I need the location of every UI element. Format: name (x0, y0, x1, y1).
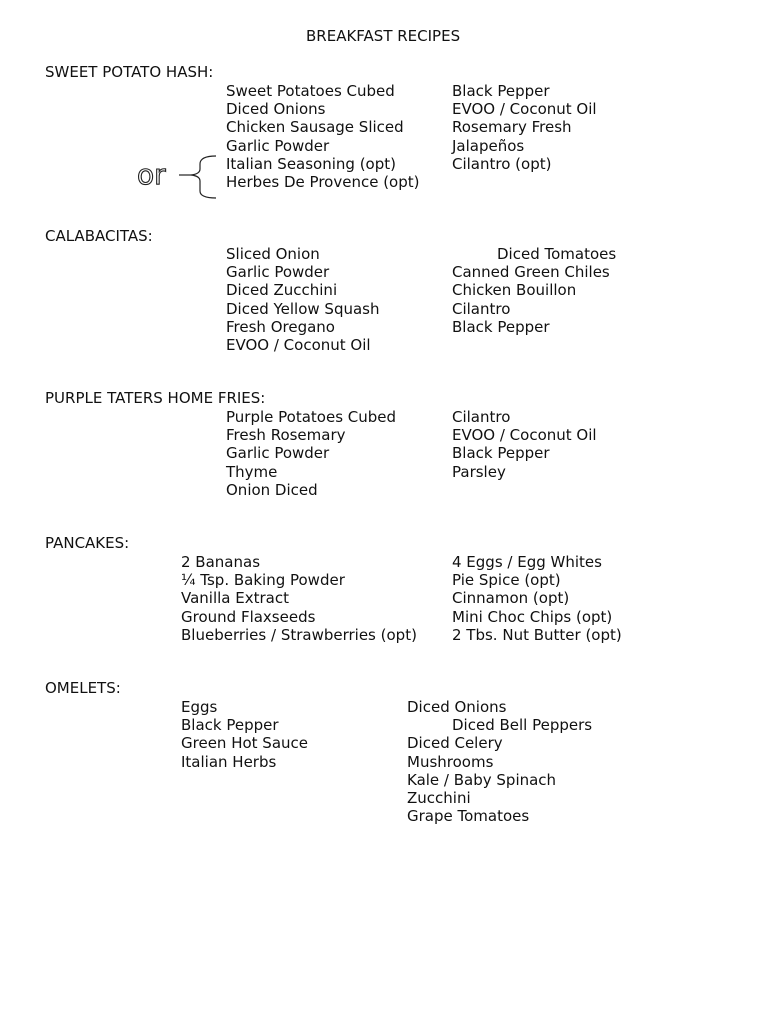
ingredient: Green Hot Sauce (181, 734, 308, 753)
ingredient: Cilantro (452, 299, 511, 318)
ingredient: Herbes De Provence (opt) (226, 172, 420, 191)
ingredient: Grape Tomatoes (407, 807, 530, 826)
ingredient: Mini Choc Chips (opt) (452, 607, 613, 626)
pancakes-col1 (181, 553, 417, 644)
ingredient: Chicken Bouillon (452, 281, 577, 300)
or-note: or (137, 158, 166, 191)
ingredient: Mushrooms (407, 752, 494, 771)
ingredient: Diced Yellow Squash (226, 299, 380, 318)
ingredient: Black Pepper (452, 317, 550, 336)
ingredient: Cilantro (452, 408, 511, 426)
ingredient: Ground Flaxseeds (181, 607, 316, 626)
ingredient: Garlic Powder (226, 444, 330, 463)
ingredient: Eggs (181, 698, 218, 716)
ingredient: Black Pepper (452, 444, 550, 463)
ingredient: Garlic Powder (226, 136, 330, 155)
purple-taters-col1 (226, 408, 396, 499)
section-heading-sweet-potato-hash: SWEET POTATO HASH: (45, 63, 214, 81)
ingredient: Rosemary Fresh (452, 118, 572, 137)
section-heading-calabacitas: CALABACITAS: (45, 227, 153, 245)
pancakes-col2 (452, 553, 622, 644)
ingredient: Black Pepper (181, 716, 279, 735)
omelets-col1 (181, 698, 308, 771)
section-heading-purple-taters: PURPLE TATERS HOME FRIES: (45, 389, 266, 407)
ingredient: EVOO / Coconut Oil (452, 100, 597, 119)
or-brace-annotation (136, 153, 220, 201)
ingredient: 2 Bananas (181, 553, 261, 571)
ingredient: Cinnamon (opt) (452, 589, 570, 608)
ingredient: Diced Celery (407, 734, 503, 753)
ingredient: Diced Tomatoes (497, 245, 617, 263)
sweet-potato-hash-col1 (226, 82, 420, 191)
ingredient: Fresh Oregano (226, 317, 335, 336)
ingredient: ¼ Tsp. Baking Powder (181, 571, 345, 590)
ingredient: Sliced Onion (226, 245, 320, 263)
ingredient: Black Pepper (452, 82, 550, 100)
ingredient: Garlic Powder (226, 263, 330, 282)
ingredient: Blueberries / Strawberries (opt) (181, 625, 417, 644)
ingredient: EVOO / Coconut Oil (452, 426, 597, 445)
ingredient: Thyme (226, 462, 278, 481)
ingredient: 4 Eggs / Egg Whites (452, 553, 602, 571)
ingredient: Italian Herbs (181, 752, 277, 771)
calabacitas-col1 (226, 245, 380, 354)
ingredient: Jalapeños (452, 136, 525, 155)
ingredient: Zucchini (407, 788, 471, 807)
calabacitas-col2 (452, 245, 616, 336)
purple-taters-col2 (452, 408, 597, 481)
ingredient: Diced Onions (407, 698, 507, 716)
ingredient: Onion Diced (226, 480, 318, 499)
omelets-col2 (407, 698, 592, 825)
ingredient: Cilantro (opt) (452, 154, 552, 173)
ingredient: 2 Tbs. Nut Butter (opt) (452, 625, 622, 644)
ingredient: Chicken Sausage Sliced (226, 118, 404, 137)
ingredient: Kale / Baby Spinach (407, 770, 557, 789)
ingredient: EVOO / Coconut Oil (226, 335, 371, 354)
brace-icon (191, 156, 216, 198)
ingredient: Diced Zucchini (226, 281, 338, 300)
ingredient: Diced Onions (226, 100, 326, 119)
ingredient: Parsley (452, 462, 506, 481)
page-title: BREAKFAST RECIPES (306, 27, 461, 45)
ingredient: Sweet Potatoes Cubed (226, 82, 395, 100)
section-heading-pancakes: PANCAKES: (45, 534, 130, 552)
section-heading-omelets: OMELETS: (45, 679, 121, 697)
ingredient: Purple Potatoes Cubed (226, 408, 397, 426)
ingredient: Pie Spice (opt) (452, 571, 561, 590)
ingredient: Canned Green Chiles (452, 263, 610, 282)
ingredient: Diced Bell Peppers (452, 716, 593, 735)
ingredient: Vanilla Extract (181, 589, 289, 608)
ingredient: Italian Seasoning (opt) (226, 154, 396, 173)
ingredient: Fresh Rosemary (226, 426, 346, 445)
sweet-potato-hash-col2 (452, 82, 597, 173)
